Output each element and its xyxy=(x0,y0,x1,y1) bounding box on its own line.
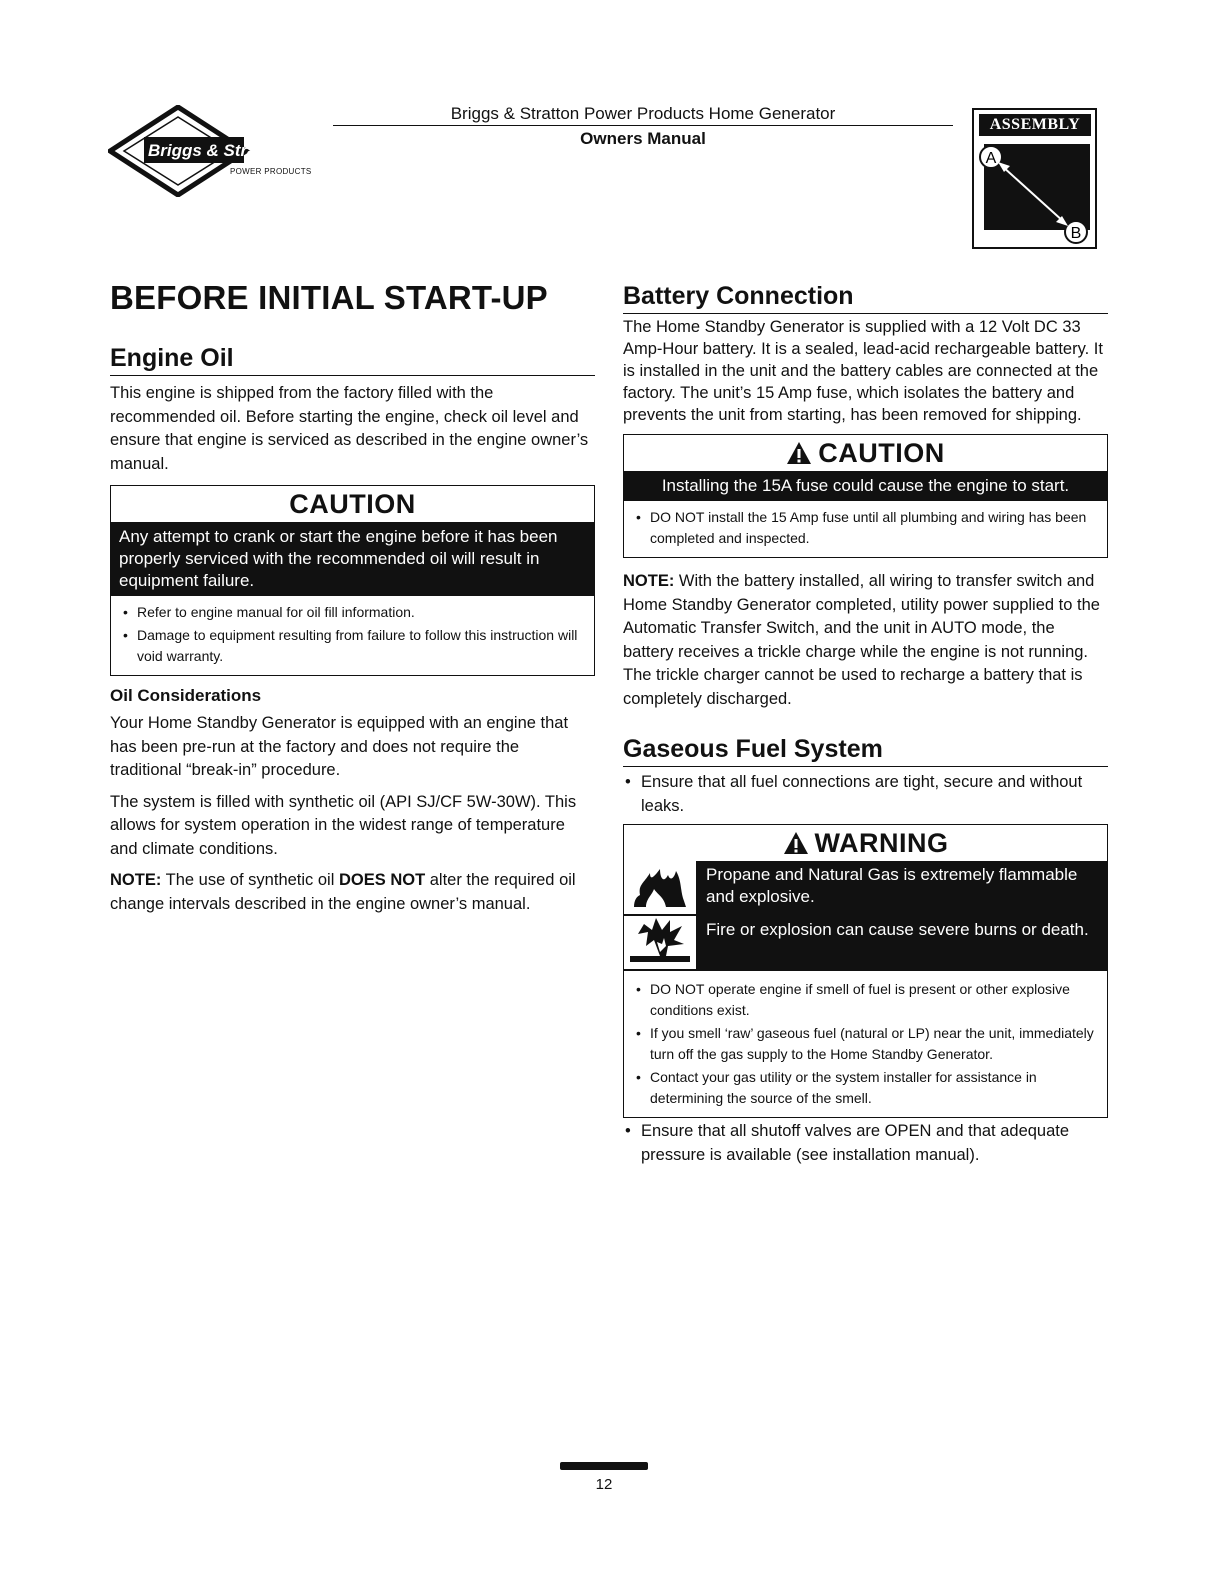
warning-explosion-text: Fire or explosion can cause severe burns or death. xyxy=(706,920,1089,939)
logo-subtext: POWER PRODUCTS xyxy=(230,167,312,176)
warning-flammable-text: Propane and Natural Gas is extremely flammable and explosive. xyxy=(706,865,1078,906)
note-label: NOTE: xyxy=(110,871,162,889)
oil-considerations-para1: Your Home Standby Generator is equipped with an engine that has been pre-run at the factory and does not require the traditional “break-in” procedure. xyxy=(110,714,569,779)
manual-title: Briggs & Stratton Power Products Home Generator xyxy=(450,104,836,123)
warning-row-flammable xyxy=(624,861,1107,916)
fire-icon xyxy=(624,861,696,909)
oil-note: NOTE: The use of synthetic oil DOES NOT alter the required oil change intervals described in the engine owner’s manual. xyxy=(110,871,576,913)
caution-item: • DO NOT install the 15 Amp fuse until all plumbing and wiring has been completed and inspected. xyxy=(634,507,1097,549)
assembly-label: ASSEMBLY xyxy=(979,114,1091,136)
fuel-bullet: • Ensure that all shutoff valves are OPEN and that adequate pressure is available (see installation manual). xyxy=(623,1120,1108,1167)
gaseous-fuel-heading: Gaseous Fuel System xyxy=(623,733,1108,767)
caution-item: • Damage to equipment resulting from failure to follow this instruction will void warranty. xyxy=(121,625,584,667)
caution-message: Any attempt to crank or start the engine before it has been properly serviced with the recommended oil will result in equipment failure. xyxy=(111,522,594,596)
warning-title: WARNING xyxy=(814,828,949,858)
warning-item: • Contact your gas utility or the system installer for assistance in determining the source of the smell. xyxy=(634,1067,1097,1109)
gas-warning-box xyxy=(623,824,1108,1118)
note-emphasis: DOES NOT xyxy=(338,871,426,889)
left-column xyxy=(110,278,595,916)
header-rule xyxy=(333,125,953,126)
battery-para: The Home Standby Generator is supplied with a 12 Volt DC 33 Amp-Hour battery. It is a sealed, lead-acid rechargeable battery. It is installed in the unit and the battery cables are connected at the factory. The unit’s 15 Amp fuse, which isolates the battery and prevents the unit from starting, has been removed for shipping. xyxy=(623,318,1103,424)
battery-note: NOTE: With the battery installed, all wiring to transfer switch and Home Standby Generator completed, utility power supplied to the Automatic Transfer Switch, and the unit in AUTO mode, the battery receives a trickle charge while the engine is not running. The trickle charger cannot be used to recharge a battery that is completely discharged. xyxy=(623,572,1100,708)
warning-item: • If you smell ‘raw’ gaseous fuel (natural or LP) near the unit, immediately turn off the gas supply to the Home Standby Generator. xyxy=(634,1023,1097,1065)
oil-considerations-para2: The system is filled with synthetic oil (API SJ/CF 5W-30W). This allows for system operation in the widest range of temperature and climate conditions. xyxy=(110,792,577,858)
assembly-diagram-icon xyxy=(978,140,1092,246)
warning-item: • DO NOT operate engine if smell of fuel is present or other explosive conditions exist. xyxy=(634,979,1097,1021)
caution-item: • Refer to engine manual for oil fill information. xyxy=(121,602,584,623)
caution-message: Installing the 15A fuse could cause the engine to start. xyxy=(624,471,1107,501)
logo-text: Briggs & Stratton xyxy=(148,141,289,160)
warning-triangle-icon xyxy=(786,441,812,465)
oil-caution-box xyxy=(110,485,595,676)
assembly-point-b: B xyxy=(1070,225,1082,242)
assembly-badge xyxy=(972,108,1097,249)
fuel-bullet: • Ensure that all fuel connections are tight, secure and without leaks. xyxy=(623,771,1108,818)
engine-oil-intro: This engine is shipped from the factory filled with the recommended oil. Before starting the engine, check oil level and ensure that engine is serviced as described in the engine owner’s manual. xyxy=(110,384,589,473)
caution-title: CAUTION xyxy=(818,438,945,468)
oil-considerations-heading: Oil Considerations xyxy=(110,686,262,705)
page-title: BEFORE INITIAL START-UP xyxy=(110,279,548,316)
manual-subtitle: Owners Manual xyxy=(580,129,706,148)
engine-oil-heading: Engine Oil xyxy=(110,342,595,376)
briggs-stratton-logo xyxy=(108,105,324,197)
right-column xyxy=(623,280,1108,1167)
page-number: 12 xyxy=(595,1476,613,1493)
footer-rule xyxy=(560,1462,648,1470)
assembly-point-a: A xyxy=(985,150,997,167)
battery-heading: Battery Connection xyxy=(623,280,1108,314)
explosion-icon xyxy=(624,916,696,964)
battery-caution-box xyxy=(623,434,1108,558)
note-label: NOTE: xyxy=(623,572,675,590)
caution-title: CAUTION xyxy=(289,489,416,519)
warning-triangle-icon xyxy=(783,831,809,855)
warning-row-explosion xyxy=(624,916,1107,971)
